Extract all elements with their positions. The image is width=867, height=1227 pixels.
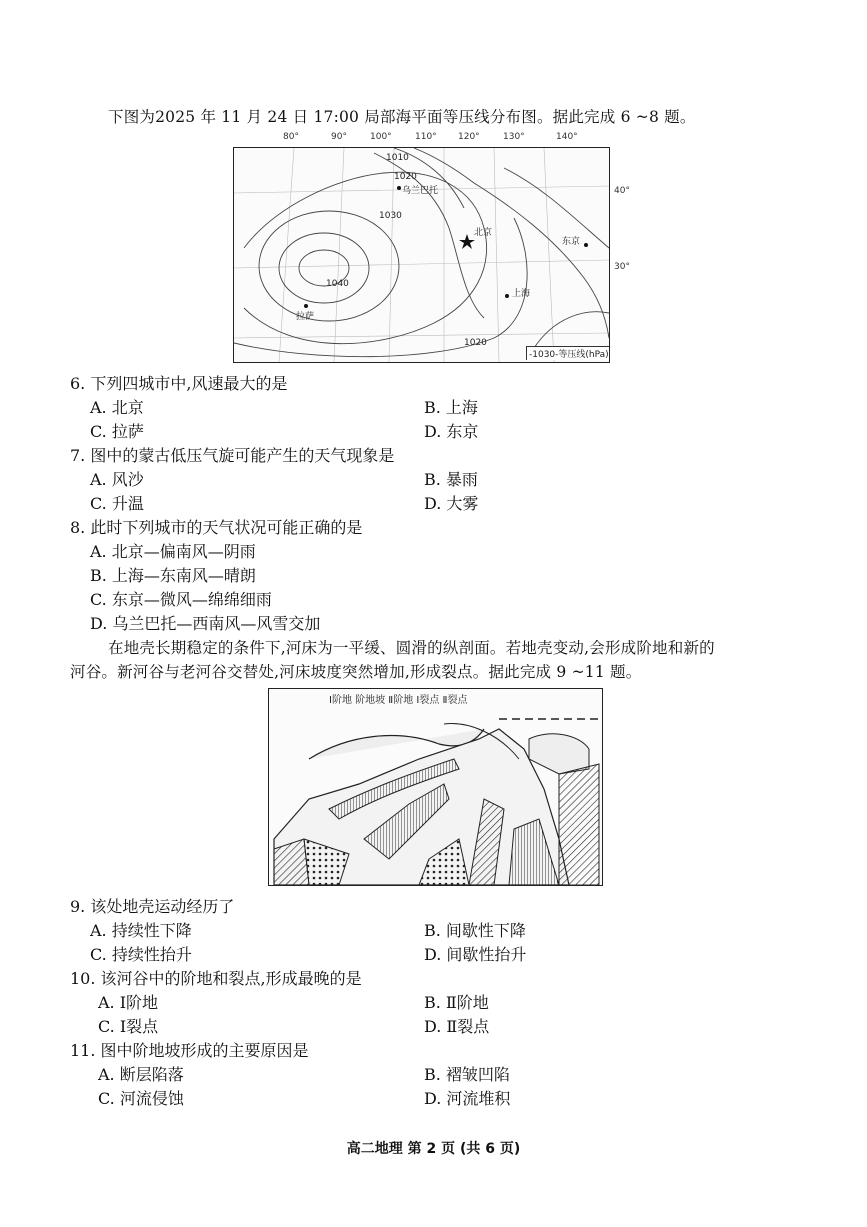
lon-label: 100° [370, 132, 392, 142]
question-8-option-d[interactable]: D. 乌兰巴托—西南风—风雪交加 [90, 614, 321, 633]
lon-label: 130° [503, 132, 525, 142]
question-10-option-b[interactable]: B. Ⅱ阶地 [424, 993, 489, 1012]
lon-label: 120° [458, 132, 480, 142]
river-valley-figure [268, 688, 603, 886]
question-7-option-a[interactable]: A. 风沙 [90, 470, 144, 489]
question-9-stem: 9. 该处地壳运动经历了 [70, 897, 235, 916]
city-label-tokyo: 东京 [562, 237, 581, 247]
question-7-option-c[interactable]: C. 升温 [90, 494, 144, 513]
question-7-stem: 7. 图中的蒙古低压气旋可能产生的天气现象是 [70, 446, 395, 465]
question-10-option-c[interactable]: C. Ⅰ裂点 [98, 1017, 159, 1036]
question-8-option-b[interactable]: B. 上海—东南风—晴朗 [90, 566, 256, 585]
question-11-option-d[interactable]: D. 河流堆积 [424, 1089, 511, 1108]
question-6-option-c[interactable]: C. 拉萨 [90, 422, 144, 441]
isobar-label: 1030 [379, 211, 402, 221]
map-legend: -1030-等压线(hPa) [526, 346, 610, 360]
question-7-option-d[interactable]: D. 大雾 [424, 494, 479, 513]
question-10-stem: 10. 该河谷中的阶地和裂点,形成最晚的是 [70, 969, 362, 988]
isobar-label: 1040 [326, 279, 349, 289]
river-valley-drawing [269, 689, 602, 885]
question-6-option-a[interactable]: A. 北京 [90, 398, 144, 417]
isobar-label: 1020 [464, 338, 487, 348]
lon-label: 110° [415, 132, 437, 142]
question-8-stem: 8. 此时下列城市的天气状况可能正确的是 [70, 518, 363, 537]
isobar-map [233, 147, 610, 363]
lon-label: 90° [331, 132, 347, 142]
question-8-option-a[interactable]: A. 北京—偏南风—阴雨 [90, 542, 256, 561]
lat-label: 30° [614, 262, 630, 272]
question-9-option-b[interactable]: B. 间歇性下降 [424, 921, 526, 940]
lat-label: 40° [614, 186, 630, 196]
question-9-option-d[interactable]: D. 间歇性抬升 [424, 945, 527, 964]
city-label-lhasa: 拉萨 [296, 312, 315, 322]
question-9-option-c[interactable]: C. 持续性抬升 [90, 945, 192, 964]
city-label-shanghai: 上海 [512, 289, 531, 299]
question-10-option-a[interactable]: A. Ⅰ阶地 [98, 993, 159, 1012]
question-8-option-c[interactable]: C. 东京—微风—绵绵细雨 [90, 590, 272, 609]
question-11-stem: 11. 图中阶地坡形成的主要原因是 [70, 1041, 309, 1060]
question-6-option-d[interactable]: D. 东京 [424, 422, 479, 441]
intro-map-questions: 下图为2025 年 11 月 24 日 17:00 局部海平面等压线分布图。据此完成 6 ~8 题。 [108, 108, 696, 126]
isobar-map-drawing [234, 148, 609, 362]
question-11-option-a[interactable]: A. 断层陷落 [98, 1065, 184, 1084]
question-9-option-a[interactable]: A. 持续性下降 [90, 921, 192, 940]
question-11-option-c[interactable]: C. 河流侵蚀 [98, 1089, 184, 1108]
isobar-label: 1010 [386, 153, 409, 163]
isobar-label: 1020 [394, 172, 417, 182]
question-7-option-b[interactable]: B. 暴雨 [424, 470, 478, 489]
question-6-stem: 6. 下列四城市中,风速最大的是 [70, 374, 288, 393]
question-6-option-b[interactable]: B. 上海 [424, 398, 478, 417]
valley-header-labels: Ⅰ阶地 阶地坡 Ⅱ阶地 Ⅰ裂点 Ⅱ裂点 [329, 695, 468, 706]
intro-valley-line2: 河谷。新河谷与老河谷交替处,河床坡度突然增加,形成裂点。据此完成 9 ~11 题。 [70, 663, 642, 681]
intro-valley-line1: 在地壳长期稳定的条件下,河床为一平缓、圆滑的纵剖面。若地壳变动,会形成阶地和新的 [108, 639, 715, 657]
lon-label: 140° [556, 132, 578, 142]
city-label-beijing: 北京 [474, 228, 493, 238]
page-footer: 高二地理 第 2 页 (共 6 页) [346, 1141, 521, 1157]
city-label-ulaanbaatar: 乌兰巴托 [402, 186, 439, 196]
question-10-option-d[interactable]: D. Ⅱ裂点 [424, 1017, 490, 1036]
lon-label: 80° [283, 132, 299, 142]
question-11-option-b[interactable]: B. 褶皱凹陷 [424, 1065, 510, 1084]
